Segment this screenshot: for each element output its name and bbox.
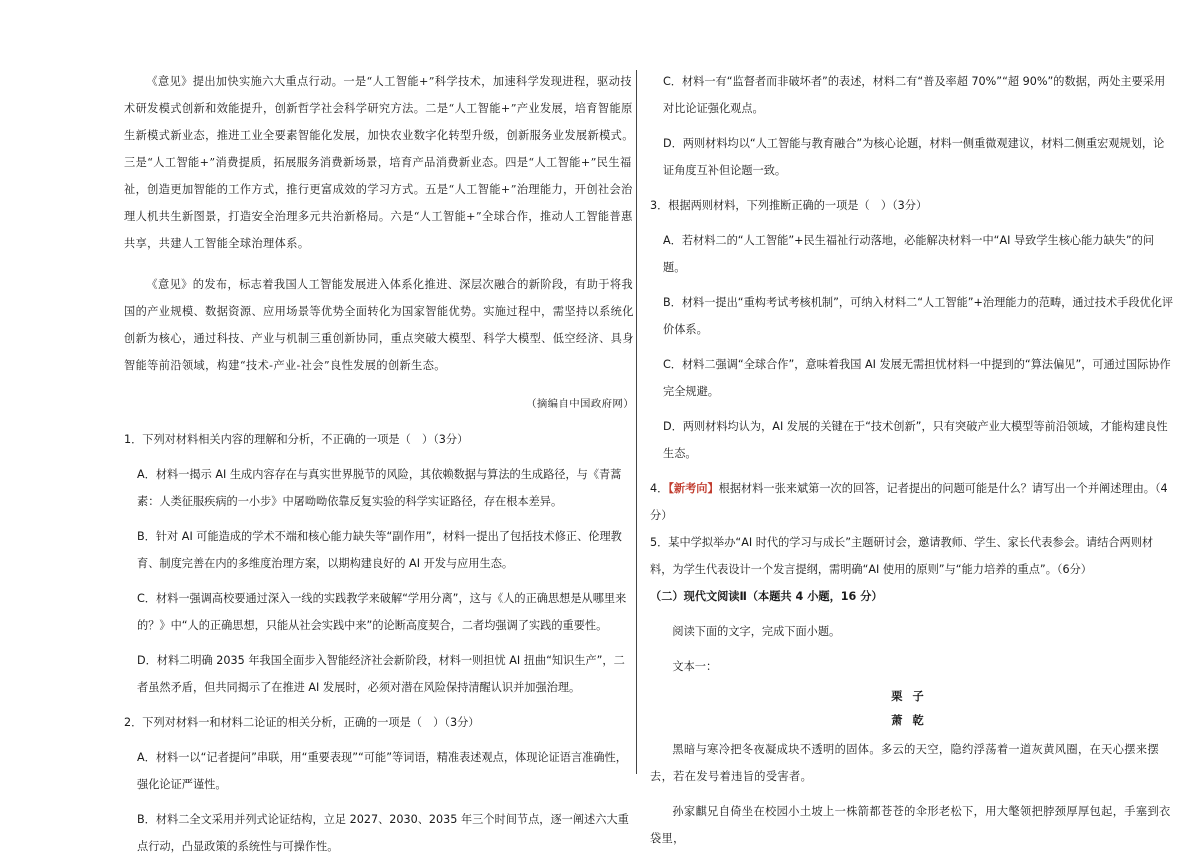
right-column <box>650 68 1175 852</box>
story-author: 萧乾 <box>891 713 934 727</box>
new-direction-tag: 【新考向】 <box>668 482 719 495</box>
question-4-text: 根据材料一张来斌第一次的回答，记者提出的问题可能是什么？请写出一个并阐述理由。（4分） <box>650 482 1168 522</box>
question-1-option-d: D．材料二明确 2035 年我国全面步入智能经济社会新阶段，材料一则担忧 AI 扭曲“知识生产”，二者虽然矛盾，但共同揭示了在推进 AI 发展时，必须对潜在风险保持清醒认识并加强治理。 <box>137 654 625 694</box>
story-paragraph-2: 孙家麒兄自倚坐在校园小土坡上一株箭都苍苍的伞形老松下，用大氅领把脖颈厚厚包起，手塞到衣袋里， <box>650 805 1171 845</box>
question-4: 4．【新考向】根据材料一张来斌第一次的回答，记者提出的问题可能是什么？请写出一个并阐述理由。（4分） <box>650 482 1168 522</box>
column-divider <box>636 70 637 774</box>
material-paragraph-2: 《意见》的发布，标志着我国人工智能发展进入体系化推进、深层次融合的新阶段，有助于将我国的产业规模、数据资源、应用场景等优势全面转化为国家智能优势。实施过程中，需坚持以系统化创新为核心，通过科技、产业与机制三重创新协同，重点突破大模型、科学大模型、低空经济、具身智能等前沿领域，构建“技术-产业-社会”良性发展的创新生态。 <box>124 278 634 372</box>
question-2-option-d: D．两则材料均以“人工智能与教育融合”为核心论题，材料一侧重微观建议，材料二侧重宏观规划，论证角度互补但论题一致。 <box>663 137 1165 177</box>
question-1-option-a: A．材料一揭示 AI 生成内容存在与真实世界脱节的风险，其依赖数据与算法的生成路径，与《青蒿素：人类征服疾病的一小步》中屠呦呦依靠反复实验的科学实证路径，存在根本差异。 <box>137 468 622 508</box>
question-3: 3．根据两则材料，下列推断正确的一项是（ ）（3分） <box>650 199 928 212</box>
question-3-option-a: A．若材料二的“人工智能”+民生福祉行动落地，必能解决材料一中“AI 导致学生核心能力缺失”的问题。 <box>663 234 1155 274</box>
question-1-option-c: C．材料一强调高校要通过深入一线的实践教学来破解“学用分离”，这与《人的正确思想是从哪里来的？》中“人的正确思想，只能从社会实践中来”的论断高度契合，二者均强调了实践的重要性。 <box>137 592 627 632</box>
text-label: 文本一： <box>672 660 718 673</box>
question-5: 5．某中学拟举办“AI 时代的学习与成长”主题研讨会，邀请教师、学生、家长代表参会。请结合两则材料，为学生代表设计一个发言提纲，需明确“AI 使用的原则”与“能力培养的重点”。（6分） <box>650 536 1154 576</box>
section-heading: （二）现代文阅读Ⅱ（本题共 4 小题，16 分） <box>650 590 883 603</box>
question-3-option-b: B．材料一提出“重构考试考核机制”，可纳入材料二“人工智能”+治理能力的范畴，通过技术手段优化评价体系。 <box>663 296 1174 336</box>
question-2-option-b: B．材料二全文采用并列式论证结构，立足 2027、2030、2035 年三个时间节点，逐一阐述六大重点行动，凸显政策的系统性与可操作性。 <box>137 813 629 853</box>
question-1-option-b: B．针对 AI 可能造成的学术不端和核心能力缺失等“副作用”，材料一提出了包括技术修正、伦理教育、制度完善在内的多维度治理方案，以期构建良好的 AI 开发与应用生态。 <box>137 530 622 570</box>
question-3-option-c: C．材料二强调“全球合作”，意味着我国 AI 发展无需担忧材料一中提到的“算法偏见”，可通过国际协作完全规避。 <box>663 358 1171 398</box>
question-2: 2．下列对材料一和材料二论证的相关分析，正确的一项是（ ）（3分） <box>124 716 480 729</box>
story-paragraph-1: 黑暗与寒冷把冬夜凝成块不透明的固体。多云的天空，隐约浮荡着一道灰黄风圈，在天心摆来摆去，若在发号着违旨的受害者。 <box>650 743 1160 783</box>
question-2-option-a: A．材料一以“记者提问”串联，用“重要表现”“可能”等词语，精准表述观点，体现论证语言准确性，强化论证严谨性。 <box>137 751 627 791</box>
question-2-option-c: C．材料一有“监督者而非破坏者”的表述，材料二有“普及率超 70%”“超 90%”的数据，两处主要采用对比论证强化观点。 <box>663 75 1166 115</box>
question-3-option-d: D．两则材料均认为，AI 发展的关键在于“技术创新”，只有突破产业大模型等前沿领域，才能构建良性生态。 <box>663 420 1168 460</box>
question-1: 1．下列对材料相关内容的理解和分析，不正确的一项是（ ）（3分） <box>124 433 469 446</box>
material-paragraph-1: 《意见》提出加快实施六大重点行动。一是“人工智能+”科学技术，加速科学发现进程，驱动技术研发模式创新和效能提升，创新哲学社会科学研究方法。二是“人工智能+”产业发展，培育智能原生新模式新业态，推进工业全要素智能化发展，加快农业数字化转型升级，创新服务业发展新模式。三是“人工智能+”消费提质，拓展服务消费新场景，培育产品消费新业态。四是“人工智能+”民生福祉，创造更加智能的工作方式，推行更富成效的学习方式。五是“人工智能+”治理能力，开创社会治理人机共生新图景，打造安全治理多元共治新格局。六是“人工智能+”全球合作，推动人工智能普惠共享，共建人工智能全球治理体系。 <box>124 75 634 250</box>
source-note: （摘编自中国政府网） <box>526 398 634 410</box>
left-column <box>124 68 634 860</box>
story-title: 栗子 <box>891 689 934 703</box>
reading-instruction: 阅读下面的文字，完成下面小题。 <box>672 625 841 638</box>
